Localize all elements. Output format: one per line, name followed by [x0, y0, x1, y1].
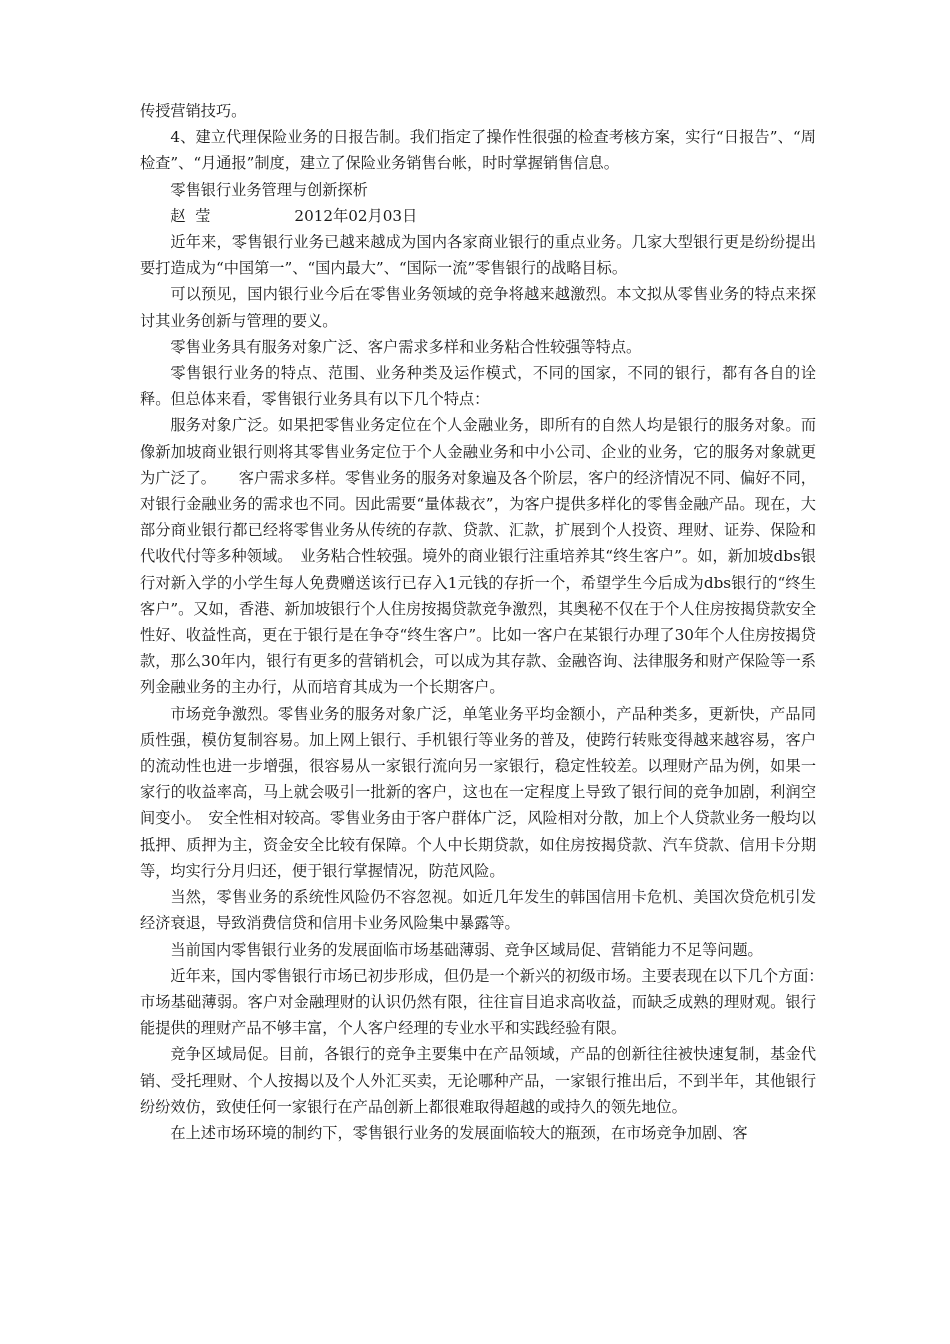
paragraph: 市场竞争激烈。零售业务的服务对象广泛，单笔业务平均金额小，产品种类多，更新快，产品同质性强，模仿复制容易。加上网上银行、手机银行等业务的普及，使跨行转账变得越来越容易，客户的流动性也进一步增强，很容易从一家银行流向另一家银行，稳定性较差。以理财产品为例，如果一家行的收益率高，马上就会吸引一批新的客户，这也在一定程度上导致了银行间的竞争加剧，利润空间变小。 安全性相对较高。零售业务由于客户群体广泛，风险相对分散，加上个人贷款业务一般均以抵押、质押为主，资金安全比较有保障。个人中长期贷款，如住房按揭贷款、汽车贷款、信用卡分期等，均实行分月归还，便于银行掌握情况，防范风险。 [140, 704, 816, 880]
paragraph: 当然，零售业务的系统性风险仍不容忽视。如近几年发生的韩国信用卡危机、美国次贷危机引发经济衰退，导致消费信贷和信用卡业务风险集中暴露等。 [140, 888, 816, 933]
paragraph: 近年来，零售银行业务已越来越成为国内各家商业银行的重点业务。几家大型银行更是纷纷提出要打造成为“中国第一”、“国内最大”、“国际一流”零售银行的战略目标。 [140, 233, 816, 278]
paragraph: 近年来，国内零售银行市场已初步形成，但仍是一个新兴的初级市场。主要表现在以下几个方面： 市场基础薄弱。客户对金融理财的认识仍然有限，往往盲目追求高收益，而缺乏成熟的理财观。银行能提供的理财产品不够丰富，个人客户经理的专业水平和实践经验有限。 [140, 966, 847, 1038]
author: 赵 莹 [170, 206, 211, 225]
document-body [140, 98, 847, 1146]
paragraph: 在上述市场环境的制约下，零售银行业务的发展面临较大的瓶颈，在市场竞争加剧、客 [170, 1123, 748, 1142]
paragraph: 传授营销技巧。 [140, 102, 247, 120]
paragraph: 4、建立代理保险业务的日报告制。我们指定了操作性很强的检查考核方案，实行“日报告”、“周检查”、“月通报”制度，建立了保险业务销售台帐，时时掌握销售信息。 [140, 128, 816, 173]
paragraph: 竞争区域局促。目前，各银行的竞争主要集中在产品领域，产品的创新往往被快速复制，基金代销、受托理财、个人按揭以及个人外汇买卖，无论哪种产品，一家银行推出后，不到半年，其他银行纷纷效仿，致使任何一家银行在产品创新上都很难取得超越的或持久的领先地位。 [140, 1045, 816, 1116]
paragraph: 可以预见，国内银行业今后在零售业务领域的竞争将越来越激烈。本文拟从零售业务的特点来探讨其业务创新与管理的要义。 [140, 285, 816, 330]
byline [140, 203, 816, 229]
publish-date: 2012年02月03日 [294, 206, 418, 225]
paragraph: 服务对象广泛。如果把零售业务定位在个人金融业务，即所有的自然人均是银行的服务对象。而像新加坡商业银行则将其零售业务定位于个人金融业务和中小公司、企业的业务，它的服务对象就更为广泛了。 客户需求多样。零售业务的服务对象遍及各个阶层，客户的经济情况不同、偏好不同，对银行金融业务的需求也不同。因此需要“量体裁衣”，为客户提供多样化的零售金融产品。现在，大部分商业银行都已经将零售业务从传统的存款、贷款、汇款，扩展到个人投资、理财、证券、保险和代收代付等多种领域。 业务粘合性较强。境外的商业银行注重培养其“终生客户”。如，新加坡dbs银行对新入学的小学生每人免费赠送该行已存入1元钱的存折一个，希望学生今后成为dbs银行的“终生客户”。又如，香港、新加坡银行个人住房按揭贷款竞争激烈，其奥秘不仅在于个人住房按揭贷款安全性好、收益性高，更在于银行是在争夺“终生客户”。比如一客户在某银行办理了30年个人住房按揭贷款，那么30年内，银行有更多的营销机会，可以成为其存款、金融咨询、法律服务和财产保险等一系列金融业务的主办行，从而培育其成为一个长期客户。 [140, 416, 817, 697]
paragraph: 当前国内零售银行业务的发展面临市场基础薄弱、竞争区域局促、营销能力不足等问题。 [170, 940, 763, 959]
paragraph: 零售银行业务的特点、范围、业务种类及运作模式，不同的国家，不同的银行，都有各自的诠释。但总体来看，零售银行业务具有以下几个特点： [140, 364, 816, 409]
article-title: 零售银行业务管理与创新探析 [170, 180, 368, 199]
paragraph: 零售业务具有服务对象广泛、客户需求多样和业务粘合性较强等特点。 [170, 337, 642, 356]
